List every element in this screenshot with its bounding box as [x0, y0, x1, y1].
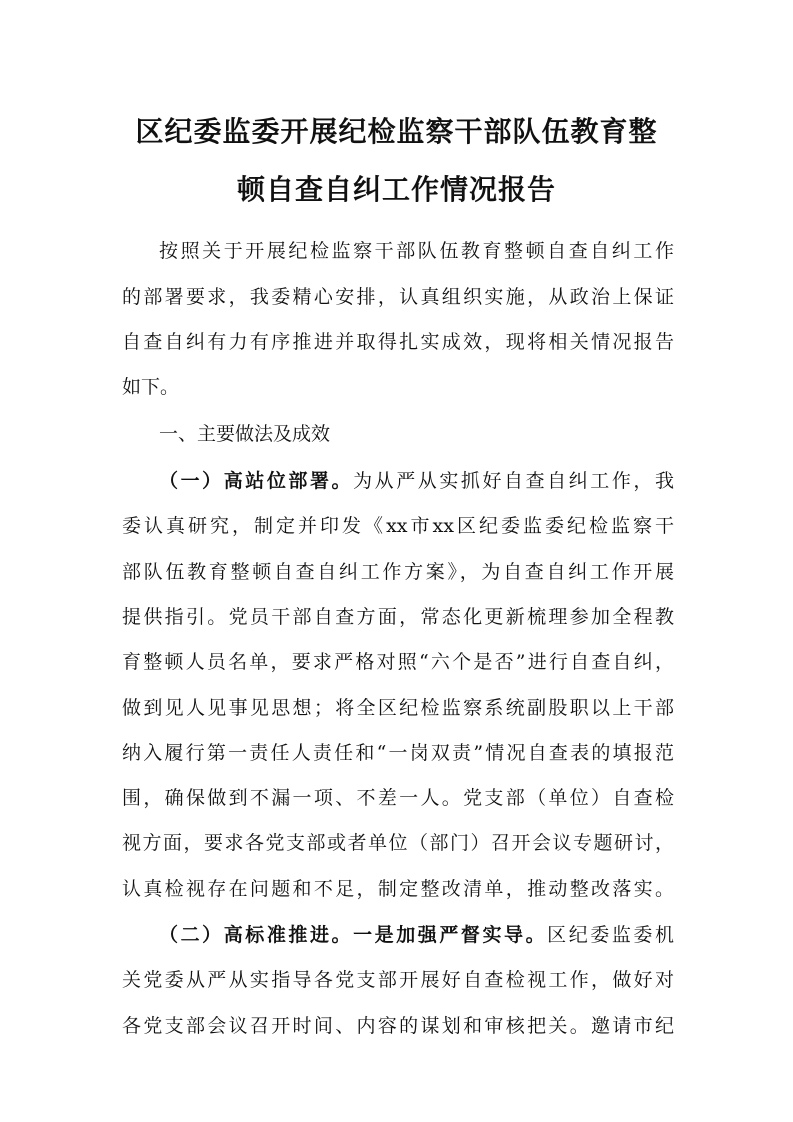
- sub1-line-5: 育整顿人员名单，要求严格对照“六个是否”进行自查自纠，: [122, 651, 674, 673]
- sub2-label-2: 一是加强严督实导。: [353, 924, 548, 946]
- sub2-line-2: 关党委从严从实指导各党支部开展好自查检视工作，做好对: [122, 969, 674, 991]
- section-heading-1: 一、主要做法及成效: [159, 423, 331, 445]
- intro-line-2: 的部署要求，我委精心安排，认真组织实施，从政治上保证: [122, 286, 674, 308]
- sub1-line-7: 纳入履行第一责任人责任和“一岗双责”情况自查表的填报范: [122, 742, 674, 764]
- sub2-line-3: 各党支部会议召开时间、内容的谋划和审核把关。邀请市纪: [122, 1015, 674, 1037]
- sub1-line-2: 委认真研究，制定并印发《xx市xx区纪委监委纪检监察干: [122, 515, 674, 537]
- sub1-line-6: 做到见人见事见思想；将全区纪检监察系统副股职以上干部: [122, 697, 674, 719]
- sub1-line-1: [159, 469, 674, 493]
- intro-line-1: 按照关于开展纪检监察干部队伍教育整顿自查自纠工作: [159, 240, 674, 262]
- sub1-line-3: 部队伍教育整顿自查自纠工作方案》，为自查自纠工作开展: [122, 561, 674, 583]
- sub1-line-9: 视方面，要求各党支部或者单位（部门）召开会议专题研讨，: [122, 832, 674, 854]
- document-title-line-1: 区纪委监委开展纪检监察干部队伍教育整: [135, 115, 658, 148]
- sub2-label: （二）高标准推进。: [159, 924, 354, 946]
- sub2-line-1: [159, 923, 674, 947]
- sub1-line-10: 认真检视存在问题和不足，制定整改清单，推动整改落实。: [122, 878, 674, 900]
- sub1-label: （一）高站位部署。: [159, 470, 354, 492]
- sub2-line-1-text: 区纪委监委机: [547, 924, 674, 946]
- sub1-line-4: 提供指引。党员干部自查方面，常态化更新梳理参加全程教: [122, 606, 674, 628]
- document-title-line-2: 顿自查自纠工作情况报告: [236, 173, 556, 206]
- intro-line-4: 如下。: [122, 376, 180, 398]
- intro-line-3: 自查自纠有力有序推进并取得扎实成效，现将相关情况报告: [122, 331, 674, 353]
- sub1-line-8: 围，确保做到不漏一项、不差一人。党支部（单位）自查检: [122, 787, 674, 809]
- sub1-line-1-text: 为从严从实抓好自查自纠工作，我: [353, 470, 674, 492]
